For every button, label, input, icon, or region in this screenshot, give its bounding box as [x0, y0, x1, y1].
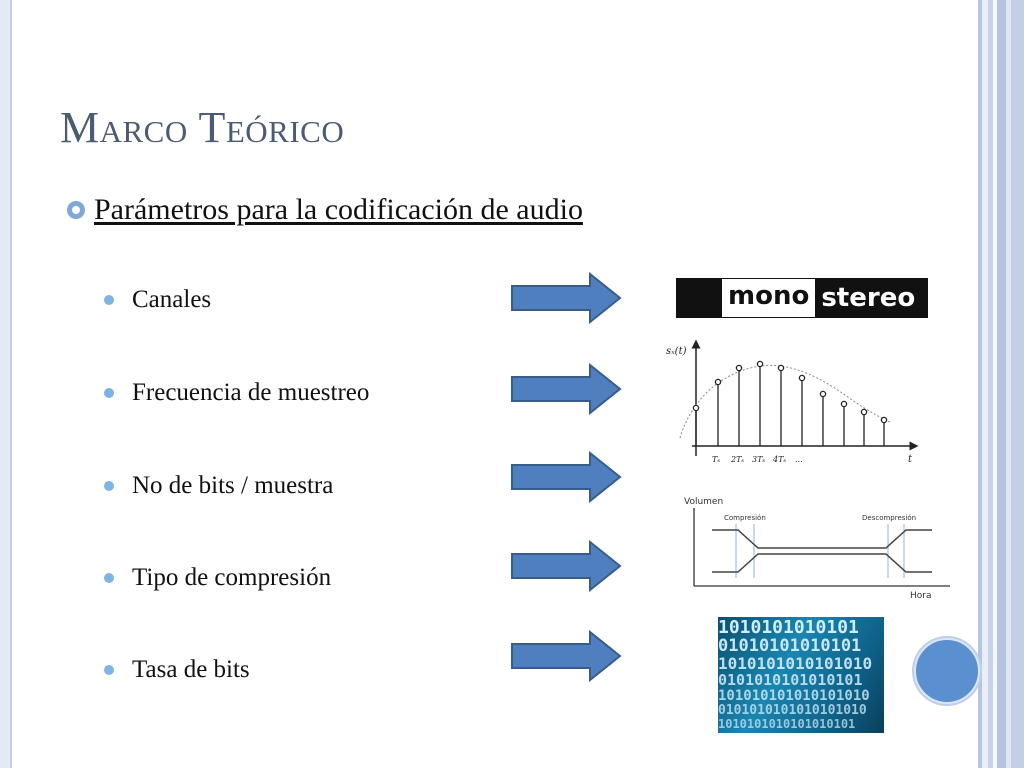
- left-frame-border: [0, 0, 12, 768]
- sampling-x-label: t: [908, 454, 913, 465]
- binary-row: 1010101010101: [718, 617, 859, 638]
- bullet-dot-icon: [104, 295, 114, 305]
- lower-envelope: [712, 554, 932, 572]
- sampling-diagram: [662, 338, 924, 470]
- bullet-dot-icon: [104, 665, 114, 675]
- main-bullet: [66, 193, 583, 227]
- right-arrow-icon: [510, 540, 622, 592]
- binary-code-image: [718, 617, 884, 733]
- sub-bullet-text: Frecuencia de muestreo: [132, 379, 370, 406]
- slide-title: Marco Teórico: [60, 103, 345, 152]
- sub-bullet-text: Tipo de compresión: [132, 564, 332, 591]
- mono-label: mono: [722, 279, 815, 317]
- continuous-signal: [680, 365, 890, 438]
- sampling-tick-label: 4Tₛ: [773, 455, 787, 464]
- ring-bullet-icon: [66, 200, 86, 220]
- decorative-circle: [914, 638, 980, 704]
- sub-bullet-text: Tasa de bits: [132, 656, 250, 683]
- compression-diagram: [682, 494, 954, 602]
- volume-label: Volumen: [684, 497, 724, 507]
- sub-bullet-text: No de bits / muestra: [132, 472, 334, 499]
- stereo-label: stereo: [815, 283, 921, 313]
- time-label: Hora: [910, 591, 932, 601]
- binary-row: 01010101010101: [718, 636, 862, 656]
- bullet-dot-icon: [104, 481, 114, 491]
- binary-row: 1010101010101010101: [718, 717, 856, 731]
- binary-row: 1010101010101010: [718, 654, 873, 673]
- binary-row: 0101010101010101010: [718, 703, 867, 718]
- sub-bullet-compression-type: [104, 564, 331, 592]
- right-frame-stripes: [978, 0, 1024, 768]
- bullet-dot-icon: [104, 573, 114, 583]
- binary-row: 101010101010101010: [718, 688, 870, 704]
- upper-envelope: [712, 530, 932, 548]
- sub-bullet-bit-rate: [104, 656, 250, 684]
- sampling-tick-label: 2Tₛ: [731, 455, 745, 464]
- decompression-label: Descompresión: [862, 514, 917, 522]
- right-arrow-icon: [510, 272, 622, 324]
- sampling-tick-label: 3Tₛ: [752, 455, 766, 464]
- right-arrow-icon: [510, 451, 622, 503]
- sub-bullet-sampling-rate: [104, 379, 369, 407]
- right-arrow-icon: [510, 630, 622, 682]
- right-arrow-icon: [510, 363, 622, 415]
- sampling-tick-label: Tₛ: [712, 455, 721, 464]
- binary-row: 0101010101010101: [718, 671, 863, 689]
- mono-stereo-image: [676, 278, 928, 318]
- sub-bullet-text: Canales: [132, 286, 212, 313]
- sub-bullet-channels: [104, 286, 211, 314]
- sampling-tick-label: ...: [795, 455, 803, 464]
- sampling-y-label: sₓ(t): [666, 346, 687, 357]
- sub-bullet-bits-per-sample: [104, 472, 333, 500]
- main-bullet-text: Parámetros para la codificación de audio: [94, 193, 583, 226]
- compression-label: Compresión: [724, 514, 766, 522]
- bullet-dot-icon: [104, 388, 114, 398]
